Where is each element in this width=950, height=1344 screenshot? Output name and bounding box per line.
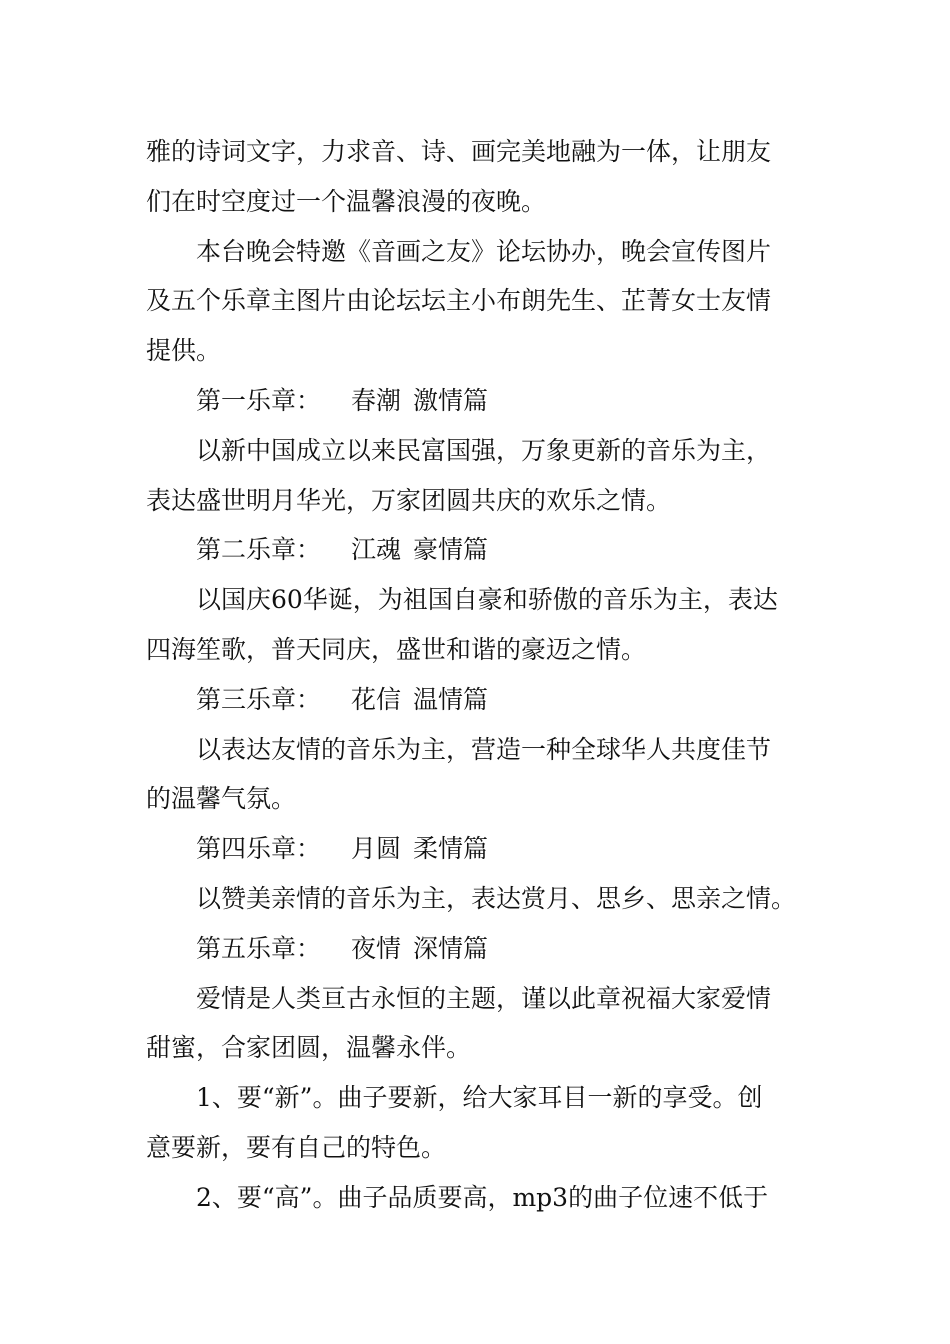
chapter-heading-5 (196, 932, 876, 966)
text-line: 以赞美亲情的音乐为主，表达赏月、思乡、思亲之情。 (196, 884, 797, 913)
text-line: 的温馨气氛。 (146, 784, 297, 813)
chapter-label: 第五乐章： (196, 934, 322, 963)
text-line: 2、要“高”。曲子品质要高，mp3的曲子位速不低于 (196, 1183, 769, 1212)
text-line: 们在时空度过一个温馨浪漫的夜晚。 (146, 187, 547, 216)
text-line: 雅的诗词文字，力求音、诗、画完美地融为一体，让朋友 (146, 137, 772, 166)
chapter-label: 第四乐章： (196, 834, 322, 863)
chapter-subtitle: 深情篇 (413, 934, 489, 963)
text-line: 四海笙歌，普天同庆，盛世和谐的豪迈之情。 (146, 635, 647, 664)
chapter-subtitle: 柔情篇 (413, 834, 489, 863)
chapter-subtitle: 温情篇 (413, 685, 489, 714)
text-line: 及五个乐章主图片由论坛坛主小布朗先生、芷菁女士友情 (146, 286, 772, 315)
chapter-heading-3 (196, 683, 876, 717)
chapter-heading-4 (196, 832, 876, 866)
chapter-label: 第二乐章： (196, 535, 322, 564)
chapter-label: 第一乐章： (196, 386, 322, 415)
text-line: 意要新，要有自己的特色。 (146, 1133, 447, 1162)
text-line: 本台晚会特邀《音画之友》论坛协办，晚会宣传图片 (196, 237, 772, 266)
text-line: 1、要“新”。曲子要新，给大家耳目一新的享受。创 (196, 1083, 763, 1112)
chapter-subtitle: 豪情篇 (413, 535, 489, 564)
text-line: 以国庆60华诞，为祖国自豪和骄傲的音乐为主，表达 (196, 585, 778, 614)
chapter-heading-2 (196, 533, 876, 567)
text-line: 爱情是人类亘古永恒的主题，谨以此章祝福大家爱情 (196, 984, 772, 1013)
text-line: 甜蜜，合家团圆，温馨永伴。 (146, 1033, 472, 1062)
text-line: 提供。 (146, 336, 222, 365)
text-line: 表达盛世明月华光，万家团圆共庆的欢乐之情。 (146, 486, 672, 515)
chapter-name: 月圆 (351, 834, 402, 863)
text-line: 以新中国成立以来民富国强，万象更新的音乐为主， (196, 436, 772, 465)
chapter-name: 花信 (351, 685, 402, 714)
chapter-subtitle: 激情篇 (413, 386, 489, 415)
chapter-name: 春潮 (351, 386, 402, 415)
chapter-name: 江魂 (351, 535, 402, 564)
chapter-heading-1 (196, 384, 876, 418)
chapter-label: 第三乐章： (196, 685, 322, 714)
chapter-name: 夜情 (351, 934, 402, 963)
text-line: 以表达友情的音乐为主，营造一种全球华人共度佳节 (196, 735, 772, 764)
